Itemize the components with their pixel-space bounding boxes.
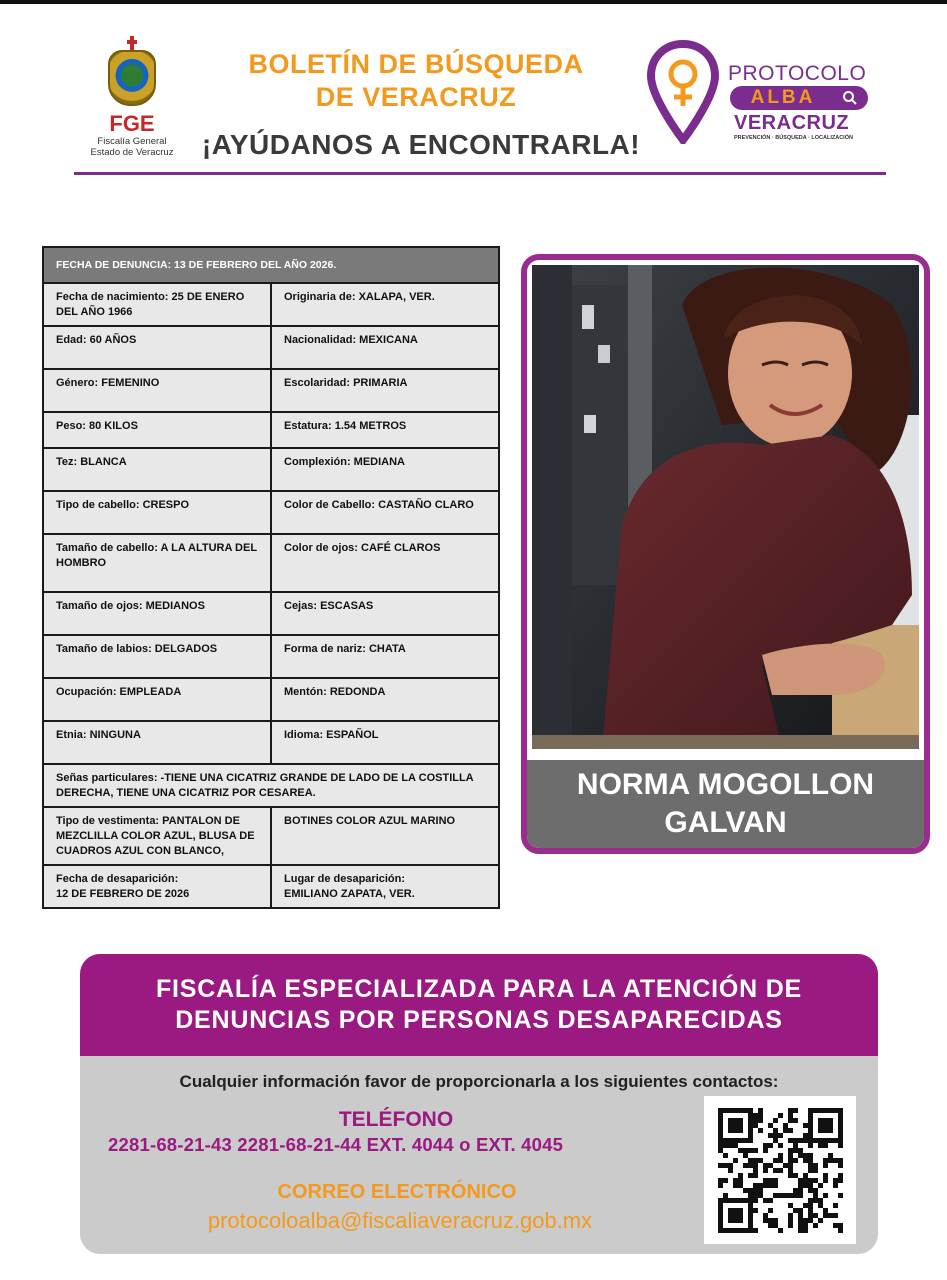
fge-logo [84, 36, 180, 160]
email-label: CORREO ELECTRÓNICO [277, 1181, 517, 1203]
fge-name-line1: Fiscalía General [97, 136, 167, 147]
photo-card [521, 254, 930, 854]
bulletin-subtitle: ¡AYÚDANOS A ENCONTRARLA! [201, 129, 641, 160]
lugar-desaparicion-value: EMILIANO ZAPATA, VER. [284, 888, 415, 900]
top-border [0, 0, 947, 4]
person-info-table [42, 246, 500, 909]
idioma: Idioma: ESPAÑOL [271, 721, 499, 764]
tipo-vestimenta: Tipo de vestimenta: PANTALON DE MEZCLILLA COLOR AZUL, BLUSA DE CUADROS AZUL CON BLANCO, [43, 807, 271, 865]
tez: Tez: BLANCA [43, 448, 271, 491]
senas-particulares: Señas particulares: -TIENE UNA CICATRIZ GRANDE DE LADO DE LA COSTILLA DERECHA, TIENE UNA CICATRIZ POR CESAREA. [43, 764, 499, 807]
header-divider [74, 172, 886, 175]
search-icon [842, 90, 858, 106]
footer-heading: FISCALÍA ESPECIALIZADA PARA LA ATENCIÓN DE DENUNCIAS POR PERSONAS DESAPARECIDAS [155, 975, 803, 1034]
tamano-labios: Tamaño de labios: DELGADOS [43, 635, 271, 678]
bulletin-title [198, 48, 634, 114]
alba-tagline: PREVENCIÓN · BÚSQUEDA · LOCALIZACIÓN [734, 135, 853, 141]
person-name-box [527, 760, 924, 848]
fge-name-line2: Estado de Veracruz [90, 147, 174, 158]
contact-footer [80, 954, 878, 1254]
fecha-desaparicion-label: Fecha de desaparición: [56, 873, 179, 885]
location-pin-icon [646, 40, 720, 144]
menton: Mentón: REDONDA [271, 678, 499, 721]
color-cabello: Color de Cabello: CASTAÑO CLARO [271, 491, 499, 534]
genero: Género: FEMENINO [43, 369, 271, 412]
lugar-desaparicion [271, 865, 499, 908]
etnia: Etnia: NINGUNA [43, 721, 271, 764]
calzado: BOTINES COLOR AZUL MARINO [271, 807, 499, 865]
estatura: Estatura: 1.54 METROS [271, 412, 499, 448]
bulletin-title-line2: DE VERACRUZ [315, 82, 517, 112]
alba-line2: ALBA [750, 87, 816, 108]
fecha-nacimiento: Fecha de nacimiento: 25 DE ENERO DEL AÑO 1966 [43, 283, 271, 326]
footer-heading-box [80, 954, 878, 1056]
edad: Edad: 60 AÑOS [43, 326, 271, 369]
lugar-desaparicion-label: Lugar de desaparición: [284, 873, 406, 885]
alba-line1: PROTOCOLO [728, 62, 867, 85]
peso: Peso: 80 KILOS [43, 412, 271, 448]
escolaridad: Escolaridad: PRIMARIA [271, 369, 499, 412]
phone-label: TELÉFONO [338, 1108, 454, 1131]
tamano-cabello: Tamaño de cabello: A LA ALTURA DEL HOMBRO [43, 534, 271, 592]
qr-code-icon [704, 1096, 856, 1244]
cejas: Cejas: ESCASAS [271, 592, 499, 635]
originaria: Originaria de: XALAPA, VER. [271, 283, 499, 326]
fecha-desaparicion [43, 865, 271, 908]
fecha-desaparicion-value: 12 DE FEBRERO DE 2026 [56, 888, 190, 900]
forma-nariz: Forma de nariz: CHATA [271, 635, 499, 678]
fecha-denuncia: FECHA DE DENUNCIA: 13 DE FEBRERO DEL AÑO 2026. [43, 247, 499, 283]
qr-code[interactable] [704, 1096, 856, 1244]
missing-person-photo [532, 265, 919, 749]
complexion: Complexión: MEDIANA [271, 448, 499, 491]
bulletin-title-line1: BOLETÍN DE BÚSQUEDA [248, 49, 584, 79]
alba-pill [730, 86, 868, 110]
phone-numbers[interactable]: 2281-68-21-43 2281-68-21-44 EXT. 4044 o EXT. 4045 [108, 1134, 564, 1155]
alba-line3: VERACRUZ [734, 112, 850, 134]
contact-instruction: Cualquier información favor de proporcionarla a los siguientes contactos: [179, 1072, 779, 1091]
protocolo-alba-logo [642, 40, 874, 152]
tipo-cabello: Tipo de cabello: CRESPO [43, 491, 271, 534]
ocupacion: Ocupación: EMPLEADA [43, 678, 271, 721]
email-link[interactable]: protocoloalba@fiscaliaveracruz.gob.mx [207, 1208, 593, 1233]
person-name: NORMA MOGOLLON GALVAN [576, 768, 875, 839]
nacionalidad: Nacionalidad: MEXICANA [271, 326, 499, 369]
fge-abbr: FGE [109, 111, 155, 136]
tamano-ojos: Tamaño de ojos: MEDIANOS [43, 592, 271, 635]
color-ojos: Color de ojos: CAFÉ CLAROS [271, 534, 499, 592]
coat-of-arms-icon [102, 36, 162, 106]
